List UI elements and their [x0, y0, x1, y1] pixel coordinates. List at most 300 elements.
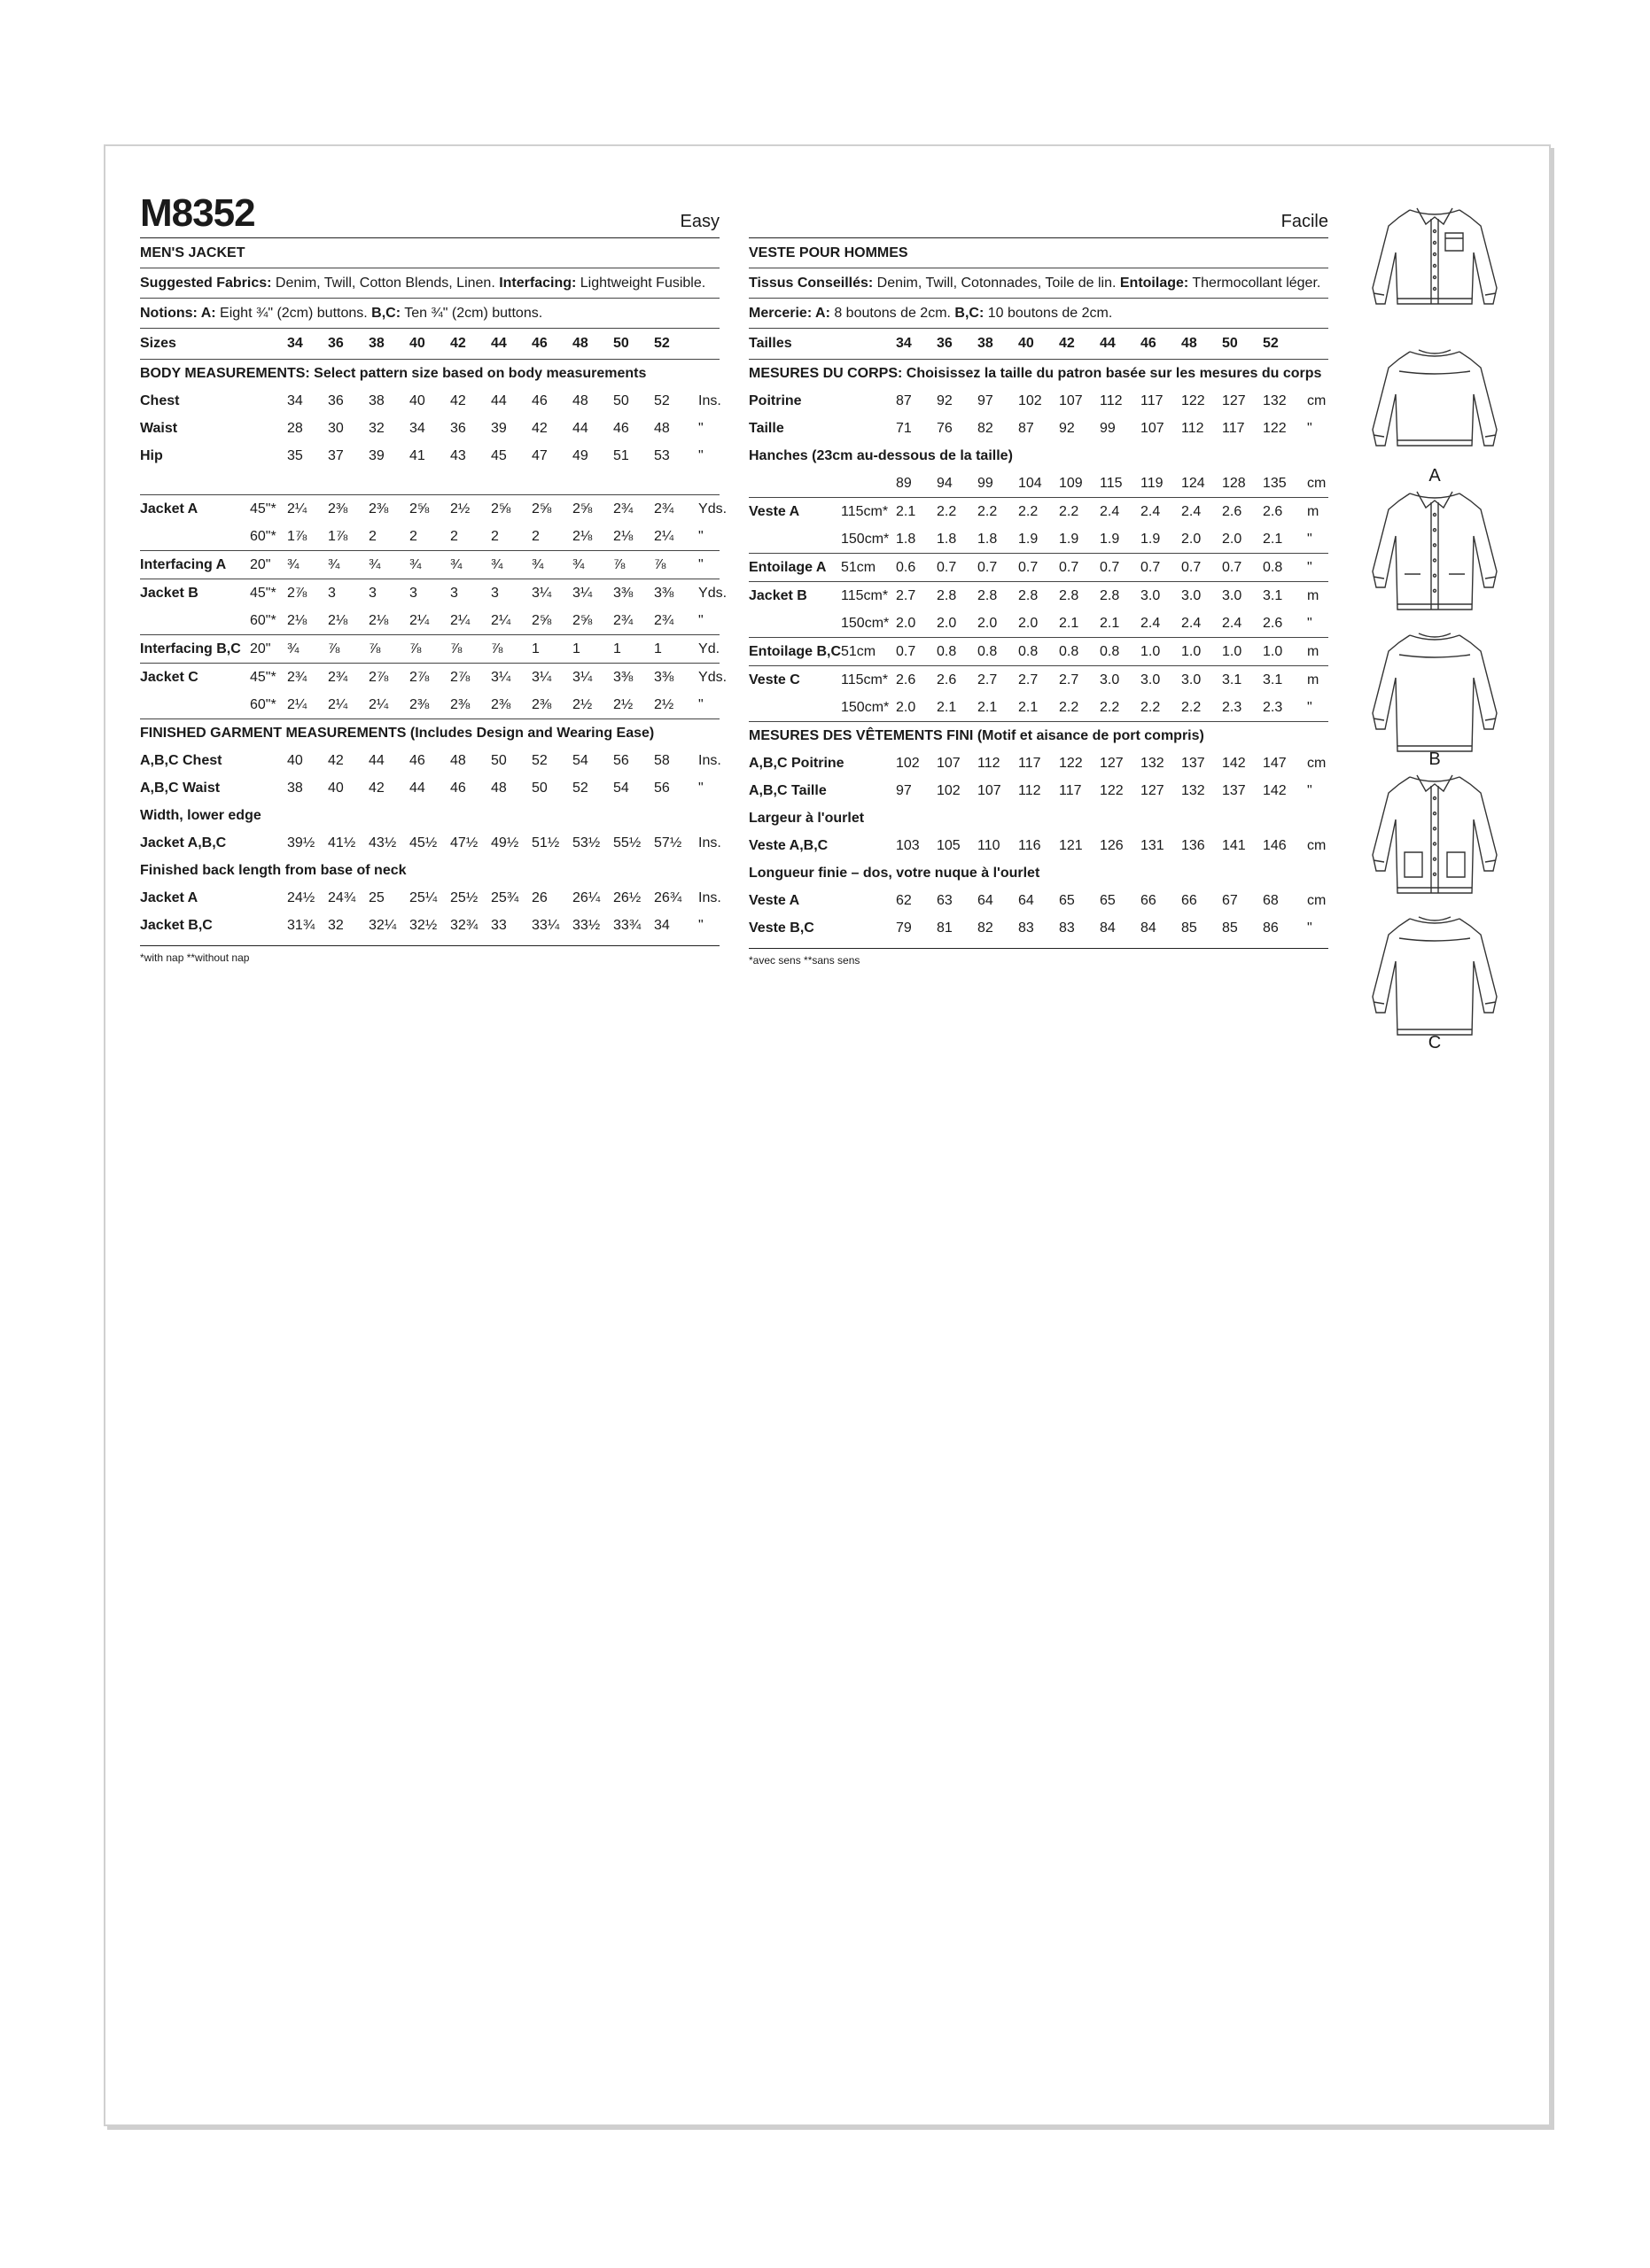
size-value: 3⅜ [654, 585, 674, 601]
size-value: 26¾ [654, 889, 682, 905]
unit-label: cm [1307, 393, 1327, 408]
row-label: Taille [749, 421, 784, 436]
size-value: ⅞ [491, 634, 532, 663]
size-value: 56 [654, 780, 670, 796]
size-value: 2¼ [287, 501, 307, 517]
size-value: 52 [654, 393, 670, 408]
row-label: Jacket C [140, 669, 198, 685]
size-value: 94 [937, 470, 977, 498]
table-row [140, 912, 720, 939]
size-value: 97 [977, 393, 993, 408]
size-value: 135 [1263, 470, 1304, 498]
table-row [749, 582, 1328, 610]
size-value: 0.7 [937, 554, 977, 582]
size-value: 2 [409, 523, 450, 551]
row-label: Interfacing B,C [140, 634, 250, 663]
size-value: 2⅝ [532, 607, 572, 635]
unit-label: " [1304, 694, 1328, 722]
row-width: 45"* [250, 585, 276, 601]
size-value: 64 [1018, 893, 1034, 908]
size-value: 2¾ [613, 501, 634, 517]
table-row [749, 914, 1328, 942]
size-value: 128 [1222, 470, 1263, 498]
row-width: 45"* [250, 501, 276, 517]
difficulty-en: Easy [680, 212, 720, 231]
size-value: 42 [532, 421, 548, 436]
row-label: Jacket A [140, 501, 198, 517]
size-value: 2.7 [1018, 672, 1039, 687]
table-row [749, 750, 1328, 777]
spacer-cell [140, 470, 720, 494]
french-column [749, 190, 1328, 967]
size-value: 87 [896, 393, 912, 408]
table-row [749, 498, 1328, 526]
size-value: 2¼ [328, 691, 369, 719]
size-value: 3.1 [1263, 672, 1283, 687]
size-value: 34 [654, 917, 670, 933]
size-value: 2⅜ [450, 691, 491, 719]
size-value: 2¼ [491, 607, 532, 635]
size-value: 32 [369, 421, 385, 436]
size-value: ⅞ [613, 550, 654, 579]
size-value: 2½ [613, 691, 654, 719]
size-value: 89 [896, 470, 937, 498]
size-heading: 44 [1100, 329, 1140, 360]
row-label: Jacket A,B,C [140, 835, 227, 850]
size-value: 33¾ [613, 917, 642, 933]
size-value: 2.8 [937, 588, 957, 603]
row-label: Poitrine [749, 393, 802, 408]
size-value: 126 [1100, 838, 1124, 853]
table-row [140, 691, 720, 719]
size-value: 34 [409, 421, 425, 436]
length-header-text: Longueur finie – dos, votre nuque à l'ourlet [749, 866, 1040, 881]
size-value: 2¾ [654, 607, 695, 635]
size-value: 2.7 [977, 672, 998, 687]
size-value: 2.3 [1263, 694, 1304, 722]
size-value: ¾ [491, 550, 532, 579]
row-width: 115cm* [841, 672, 889, 687]
size-value: 2¼ [450, 607, 491, 635]
size-value: ⅞ [409, 634, 450, 663]
table-row [749, 666, 1328, 695]
size-value: 102 [937, 783, 961, 798]
size-value: 2½ [654, 691, 695, 719]
size-value: 3.0 [1100, 672, 1120, 687]
size-value: 3.0 [1140, 672, 1161, 687]
size-value: 2¼ [409, 607, 450, 635]
size-value: 46 [613, 421, 629, 436]
size-value: ⅞ [369, 634, 409, 663]
size-heading: 42 [450, 329, 491, 360]
size-heading: 44 [491, 329, 532, 360]
size-value: 2⅜ [409, 691, 450, 719]
size-value: 2⅞ [450, 669, 471, 685]
size-value: 3⅜ [613, 669, 634, 685]
size-value: 3.1 [1263, 588, 1283, 603]
size-value: 0.7 [1222, 554, 1263, 582]
size-value: 45 [491, 448, 507, 463]
size-value: 2⅝ [491, 501, 511, 517]
unit-label: m [1307, 504, 1319, 519]
size-value: 2⅜ [328, 501, 348, 517]
size-value: 49½ [491, 835, 519, 850]
size-value: 127 [1222, 393, 1246, 408]
size-value: 1 [654, 634, 695, 663]
size-value: 117 [1140, 393, 1164, 408]
size-value: ¾ [369, 550, 409, 579]
row-width: 51cm [841, 638, 896, 666]
size-value: 105 [937, 838, 961, 853]
size-value: 1.8 [977, 525, 1018, 554]
size-value: 3.0 [1181, 588, 1202, 603]
illustration-back-long [1346, 625, 1523, 769]
size-value: 0.8 [977, 638, 1018, 666]
unit-label: " [1304, 610, 1328, 638]
size-value: 99 [977, 470, 1018, 498]
size-value: 40 [409, 393, 425, 408]
size-value: 3¼ [532, 669, 552, 685]
size-value: 41½ [328, 835, 356, 850]
unit-label: m [1304, 638, 1328, 666]
table-row [140, 634, 720, 663]
size-value: 46 [409, 752, 425, 768]
notions-line-fr: Mercerie: A: 8 boutons de 2cm. B,C: 10 boutons de 2cm. [749, 299, 1328, 329]
size-value: 2.1 [1059, 610, 1100, 638]
size-value: 53½ [572, 835, 601, 850]
size-value: 3¼ [572, 585, 593, 601]
size-value: ¾ [450, 550, 491, 579]
size-value: 41 [409, 448, 425, 463]
width-header [749, 804, 1328, 832]
hip-header-text: Hanches (23cm au-dessous de la taille) [749, 448, 1013, 463]
size-value: 83 [1018, 920, 1034, 936]
size-value: 2.0 [896, 694, 937, 722]
size-value: 85 [1222, 920, 1238, 936]
illustration-front-long-pockets [1346, 766, 1523, 908]
size-value: 2.6 [1263, 504, 1283, 519]
width-header-text: Width, lower edge [140, 807, 261, 823]
size-value: 109 [1059, 470, 1100, 498]
row-label: Veste A [749, 893, 800, 908]
body-measurements-header-text: MESURES DU CORPS: Choisissez la taille du patron basée sur les mesures du corps [749, 366, 1322, 381]
row-label [749, 610, 841, 638]
unit-label: Ins. [698, 393, 721, 408]
size-value: 52 [572, 780, 588, 796]
table-row [140, 387, 720, 415]
table-row [140, 663, 720, 691]
size-value: 2.6 [1222, 504, 1242, 519]
size-value: 79 [896, 920, 912, 936]
size-heading: 34 [896, 329, 937, 360]
size-value: 56 [613, 752, 629, 768]
size-value: 122 [1059, 756, 1083, 771]
size-value: 2 [532, 523, 572, 551]
size-value: 2.4 [1181, 610, 1222, 638]
header-en [140, 190, 720, 238]
size-value: 64 [977, 893, 993, 908]
size-value: 142 [1263, 783, 1287, 798]
size-value: 50 [491, 752, 507, 768]
size-value: 63 [937, 893, 953, 908]
size-value: 2⅝ [532, 501, 552, 517]
row-label: Veste B,C [749, 920, 814, 936]
footnote-en: *with nap **without nap [140, 951, 250, 964]
size-value: 2.7 [896, 588, 916, 603]
size-heading: 34 [287, 329, 328, 360]
size-value: 2.0 [1018, 610, 1059, 638]
width-header-text: Largeur à l'ourlet [749, 811, 865, 826]
size-value: ¾ [328, 550, 369, 579]
unit-label: " [1307, 783, 1312, 798]
size-value: 2.3 [1222, 694, 1263, 722]
size-value: 58 [654, 752, 670, 768]
size-value: 131 [1140, 838, 1164, 853]
jacket-back-short-icon [1346, 341, 1523, 474]
table-row [749, 470, 1328, 498]
table-row [749, 610, 1328, 638]
unit-label: " [1307, 920, 1312, 936]
size-value: ¾ [287, 550, 328, 579]
size-value: 2½ [572, 691, 613, 719]
garment-title-fr: VESTE POUR HOMMES [749, 238, 1328, 268]
row-width: 150cm* [841, 525, 896, 554]
size-value: 136 [1181, 838, 1205, 853]
garment-illustrations [1346, 199, 1523, 1050]
size-value: ¾ [532, 550, 572, 579]
size-value: 55½ [613, 835, 642, 850]
size-value: 32 [328, 917, 344, 933]
size-value: 83 [1059, 920, 1075, 936]
size-value: 2.2 [1059, 694, 1100, 722]
size-value: 30 [328, 421, 344, 436]
jacket-front-long-icon [1346, 483, 1523, 616]
size-value: 2¼ [287, 691, 328, 719]
size-value: 31¾ [287, 917, 315, 933]
unit-label: " [698, 780, 704, 796]
size-value: 2.1 [1100, 610, 1140, 638]
size-value: 112 [1100, 393, 1123, 408]
row-width: 20" [250, 550, 287, 579]
size-value: 44 [409, 780, 425, 796]
size-value: 0.6 [896, 554, 937, 582]
size-heading: 52 [1263, 329, 1304, 360]
size-value: 2⅛ [572, 523, 613, 551]
size-value: 127 [1100, 756, 1124, 771]
size-value: 2.8 [977, 588, 998, 603]
size-value: 32½ [409, 917, 438, 933]
size-value: 49 [572, 448, 588, 463]
size-value: 48 [654, 421, 670, 436]
size-value: 68 [1263, 893, 1279, 908]
size-value: 2⅜ [369, 501, 389, 517]
row-label: Veste C [749, 672, 800, 687]
size-value: 107 [937, 756, 961, 771]
size-value: 1.0 [1222, 638, 1263, 666]
body-measurements-header [140, 360, 720, 388]
row-width: 115cm* [841, 504, 889, 519]
size-heading: 52 [654, 329, 695, 360]
finished-measurements-header-text: FINISHED GARMENT MEASUREMENTS (Includes Design and Wearing Ease) [140, 725, 655, 741]
row-label: Jacket B,C [140, 917, 213, 933]
size-value: 3.1 [1222, 672, 1242, 687]
size-value: 97 [896, 783, 912, 798]
size-value: ¾ [287, 634, 328, 663]
size-value: 36 [328, 393, 344, 408]
size-value: 45½ [409, 835, 438, 850]
size-value: 102 [1018, 393, 1042, 408]
size-value: 25 [369, 889, 385, 905]
size-value: 2½ [450, 501, 471, 517]
hip-header [749, 442, 1328, 470]
fabrics-line-fr: Tissus Conseillés: Denim, Twill, Cotonnades, Toile de lin. Entoilage: Thermocollant léger. [749, 268, 1328, 299]
unit-label: " [698, 448, 704, 463]
unit-label: m [1307, 588, 1319, 603]
row-width: 51cm [841, 554, 896, 582]
size-value: 2.1 [1018, 694, 1059, 722]
table-row [749, 777, 1328, 804]
size-value: 38 [369, 393, 385, 408]
size-value: 2¾ [654, 501, 674, 517]
size-value: 39 [491, 421, 507, 436]
size-value: 2.2 [1181, 694, 1222, 722]
table-row [749, 887, 1328, 914]
garment-title-en: MEN'S JACKET [140, 238, 720, 268]
row-label [140, 607, 250, 635]
size-value: 85 [1181, 920, 1197, 936]
size-value: 51 [613, 448, 629, 463]
table-end-rule [140, 939, 720, 946]
pattern-envelope-back [104, 144, 1551, 2126]
size-value: 2.0 [1181, 525, 1222, 554]
body-measurements-header [749, 360, 1328, 388]
size-value: 76 [937, 421, 953, 436]
size-value: 34 [287, 393, 303, 408]
size-value: 2.0 [896, 610, 937, 638]
size-value: 121 [1059, 838, 1083, 853]
size-value: 2.8 [1059, 588, 1079, 603]
size-value: 44 [491, 393, 507, 408]
size-value: 36 [450, 421, 466, 436]
size-value: 0.7 [1140, 554, 1181, 582]
row-label [140, 691, 250, 719]
size-value: 3 [328, 585, 336, 601]
unit-label: cm [1307, 756, 1327, 771]
size-value: 43½ [369, 835, 397, 850]
row-label: Waist [140, 421, 178, 436]
size-value: 2⅛ [287, 607, 328, 635]
size-heading: 46 [532, 329, 572, 360]
row-width: 60"* [250, 607, 287, 635]
size-heading: 40 [1018, 329, 1059, 360]
size-value: 132 [1181, 783, 1205, 798]
size-value: 82 [977, 421, 993, 436]
row-label: A,B,C Taille [749, 783, 827, 798]
illustration-front-short [1346, 199, 1523, 341]
size-value: 2.6 [1263, 610, 1304, 638]
size-value: 37 [328, 448, 344, 463]
size-value: 39 [369, 448, 385, 463]
row-label [140, 523, 250, 551]
size-value: 26 [532, 889, 548, 905]
size-value: 2⅜ [532, 691, 572, 719]
table-row [140, 579, 720, 607]
unit-label [695, 329, 720, 360]
illustration-back-short [1346, 341, 1523, 483]
unit-label: " [695, 550, 720, 579]
unit-label: Yds. [698, 585, 728, 601]
size-heading: 38 [369, 329, 409, 360]
size-value: 50 [613, 393, 629, 408]
size-value: 48 [572, 393, 588, 408]
table-row [140, 442, 720, 470]
size-value: 1 [532, 634, 572, 663]
size-value: 2 [491, 523, 532, 551]
size-value: 132 [1263, 393, 1287, 408]
jacket-front-short-icon [1346, 199, 1523, 332]
size-value: 26¼ [572, 889, 601, 905]
size-value: 1.0 [1263, 638, 1304, 666]
unit-label: Yds. [698, 669, 728, 685]
length-header [140, 857, 720, 884]
jacket-front-long-pockets-icon [1346, 766, 1523, 899]
size-value: 117 [1018, 756, 1041, 771]
sizes-row [749, 329, 1328, 360]
size-value: 146 [1263, 838, 1287, 853]
unit-label [1304, 329, 1328, 360]
row-label [749, 470, 896, 498]
size-value: 3¼ [532, 585, 552, 601]
size-value: 25¼ [409, 889, 438, 905]
size-value: 107 [1059, 393, 1083, 408]
size-value: 0.7 [1018, 554, 1059, 582]
size-value: 50 [532, 780, 548, 796]
size-heading: 46 [1140, 329, 1181, 360]
size-value: 3¼ [572, 669, 593, 685]
size-value: 48 [491, 780, 507, 796]
size-value: 28 [287, 421, 303, 436]
size-value: 2⅛ [369, 607, 409, 635]
size-value: 51½ [532, 835, 560, 850]
size-value: 87 [1018, 421, 1034, 436]
table-row [140, 494, 720, 523]
unit-label: cm [1304, 470, 1328, 498]
table-row [140, 550, 720, 579]
difficulty-fr: Facile [1280, 212, 1328, 231]
table-row [749, 694, 1328, 722]
size-value: 2⅞ [409, 669, 430, 685]
size-value: 2.4 [1140, 504, 1161, 519]
table-row [140, 774, 720, 802]
size-value: 66 [1181, 893, 1197, 908]
size-value: 86 [1263, 920, 1279, 936]
size-value: 24¾ [328, 889, 356, 905]
size-heading: 42 [1059, 329, 1100, 360]
table-row [140, 829, 720, 857]
size-value: 112 [1181, 421, 1204, 436]
size-value: 1.0 [1181, 638, 1222, 666]
body-measurements-header-text: BODY MEASUREMENTS: Select pattern size based on body measurements [140, 366, 647, 381]
row-width: 115cm* [841, 588, 889, 603]
size-value: 2¾ [328, 669, 348, 685]
row-width: 60"* [250, 691, 287, 719]
size-value: 42 [369, 780, 385, 796]
size-value: 3.0 [1140, 588, 1161, 603]
size-value: 25½ [450, 889, 479, 905]
pattern-number: M8352 [140, 191, 255, 235]
unit-label: " [695, 523, 720, 551]
size-value: 107 [977, 783, 1001, 798]
